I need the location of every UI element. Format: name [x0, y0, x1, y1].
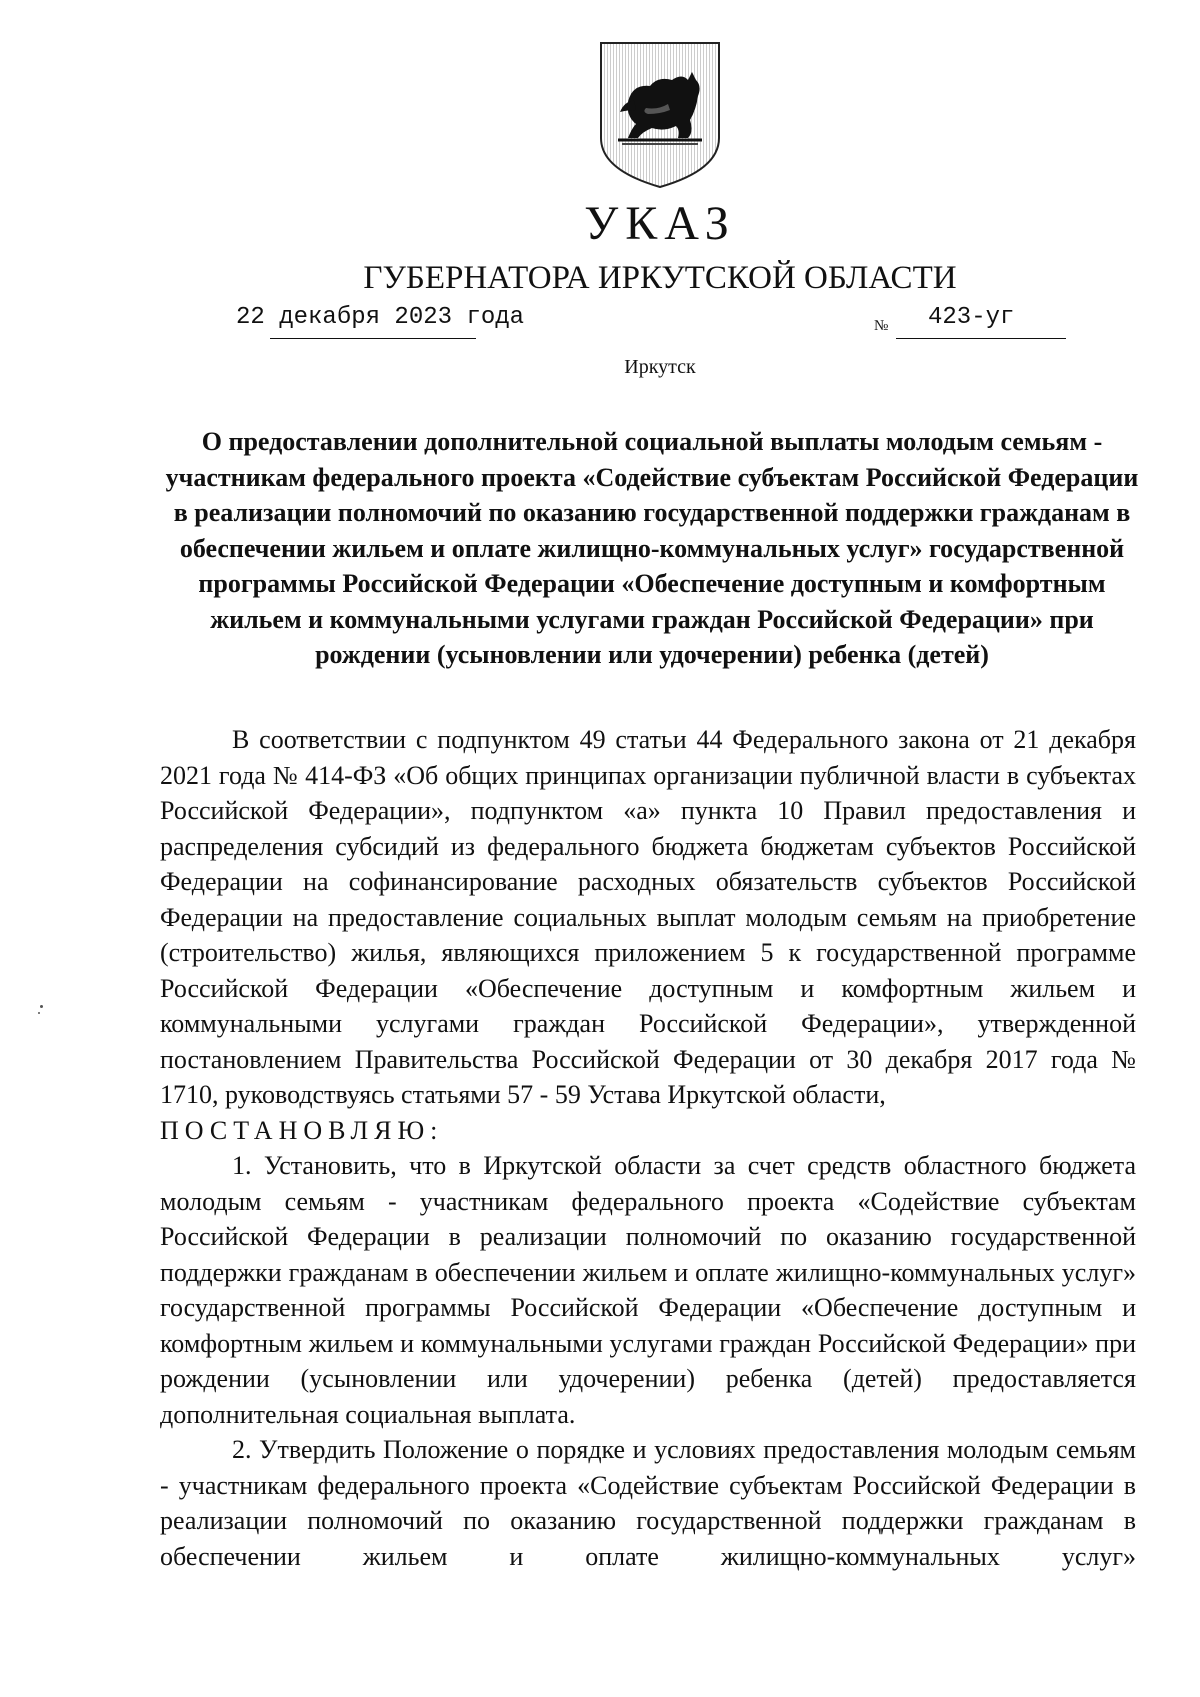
- scan-speck: [38, 1012, 40, 1014]
- document-body: [160, 722, 1136, 1574]
- document-number: 423-уг: [928, 304, 1015, 331]
- coat-of-arms-emblem: [598, 40, 722, 190]
- issuer-subtitle: ГУБЕРНАТОРА ИРКУТСКОЙ ОБЛАСТИ: [363, 260, 957, 296]
- number-underline: [896, 338, 1066, 339]
- number-sign: №: [874, 318, 889, 334]
- date-underline: [270, 338, 476, 339]
- document-type-title: УКАЗ: [584, 197, 736, 250]
- item-1-paragraph: 1. Установить, что в Иркутской области за счет средств областного бюджета молодым семьям - участникам федерального проекта «Содействие субъектам Российской Федерации в реализации полномочий по оказанию государственной поддержки гражданам в обеспечении жильем и оплате жилищно-коммунальных услуг» государственной программы Российской Федерации «Обеспечение доступным и комфортным жильем и коммунальными услугами граждан Российской Федерации» при рождении (усыновлении или удочерении) ребенка (детей) предоставляется дополнительная социальная выплата.: [160, 1151, 1136, 1429]
- irkutsk-coat-of-arms-icon: [598, 40, 722, 190]
- item-2-paragraph: 2. Утвердить Положение о порядке и условиях предоставления молодым семьям - участникам федерального проекта «Содействие субъектам Российской Федерации в реализации полномочий по оказанию государственной поддержки гражданам в обеспечении жильем и оплате жилищно-коммунальных услуг»: [160, 1435, 1136, 1571]
- preamble-paragraph: В соответствии с подпунктом 49 статьи 44 Федерального закона от 21 декабря 2021 года № 414-ФЗ «Об общих принципах организации публичной власти в субъектах Российской Федерации», подпунктом «а» пункта 10 Правил предоставления и распределения субсидий из федерального бюджета бюджетам субъектов Российской Федерации на софинансирование расходных обязательств субъектов Российской Федерации на предоставление социальных выплат молодым семьям на приобретение (строительство) жилья, являющихся приложением 5 к государственной программе Российской Федерации «Обеспечение доступным и комфортным жильем и коммунальными услугами граждан Российской Федерации», утвержденной постановлением Правительства Российской Федерации от 30 декабря 2017 года № 1710, руководствуясь статьями 57 - 59 Устава Иркутской области,: [160, 725, 1136, 1109]
- document-date: 22 декабря 2023 года: [236, 304, 525, 331]
- scan-speck: [40, 1005, 43, 1008]
- issue-city: Иркутск: [624, 356, 696, 378]
- resolve-word: ПОСТАНОВЛЯЮ:: [160, 1115, 444, 1145]
- document-heading: О предоставлении дополнительной социальной выплаты молодым семьям - участникам федерального проекта «Содействие субъектам Российской Федерации в реализации полномочий по оказанию государственной поддержки гражданам в обеспечении жильем и оплате жилищно-коммунальных услуг» государственной программы Российской Федерации «Обеспечение доступным и комфортным жильем и коммунальными услугами граждан Российской Федерации» при рождении (усыновлении или удочерении) ребенка (детей): [165, 427, 1139, 669]
